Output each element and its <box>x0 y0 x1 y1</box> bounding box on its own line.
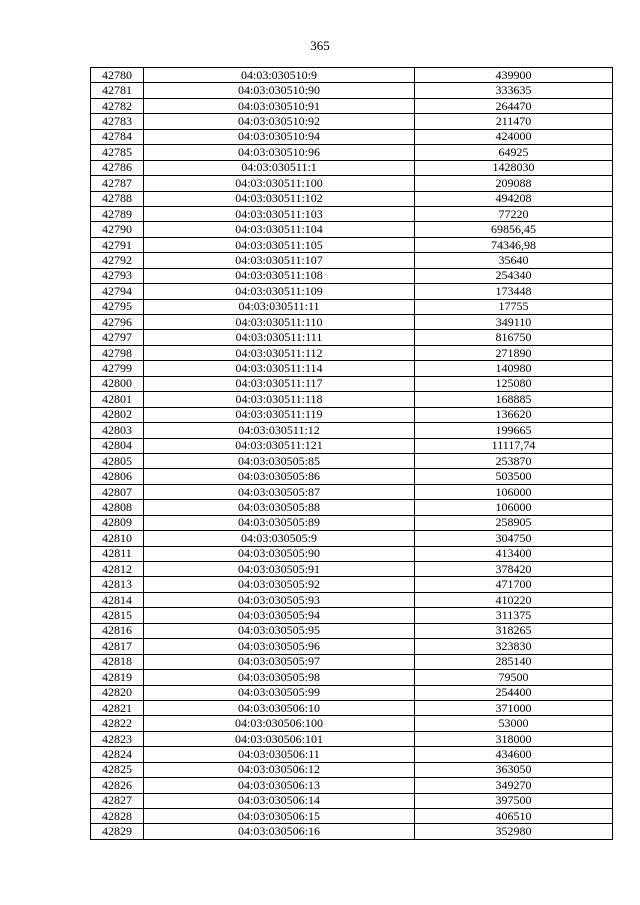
row-number-cell: 42825 <box>91 762 144 777</box>
table-row <box>91 191 613 206</box>
cadastral-number-cell: 04:03:030505:90 <box>144 546 415 561</box>
cadastral-number-cell: 04:03:030511:103 <box>144 206 415 221</box>
row-number-cell: 42797 <box>91 330 144 345</box>
cadastral-value-cell: 1428030 <box>415 160 613 175</box>
cadastral-value-cell: 106000 <box>415 484 613 499</box>
row-number-cell: 42821 <box>91 700 144 715</box>
cadastral-value-cell: 209088 <box>415 176 613 191</box>
table-row <box>91 500 613 515</box>
cadastral-number-cell: 04:03:030511:121 <box>144 438 415 453</box>
cadastral-value-cell: 363050 <box>415 762 613 777</box>
cadastral-number-cell: 04:03:030506:12 <box>144 762 415 777</box>
table-row <box>91 438 613 453</box>
cadastral-number-cell: 04:03:030511:112 <box>144 345 415 360</box>
cadastral-value-cell: 285140 <box>415 654 613 669</box>
cadastral-number-cell: 04:03:030506:101 <box>144 731 415 746</box>
cadastral-value-cell: 371000 <box>415 700 613 715</box>
cadastral-value-cell: 64925 <box>415 145 613 160</box>
cadastral-number-cell: 04:03:030505:88 <box>144 500 415 515</box>
table-row <box>91 68 613 83</box>
cadastral-value-cell: 168885 <box>415 392 613 407</box>
cadastral-number-cell: 04:03:030505:92 <box>144 577 415 592</box>
cadastral-number-cell: 04:03:030505:97 <box>144 654 415 669</box>
cadastral-number-cell: 04:03:030511:109 <box>144 284 415 299</box>
table-row <box>91 98 613 113</box>
cadastral-value-table <box>90 67 613 840</box>
cadastral-number-cell: 04:03:030505:94 <box>144 608 415 623</box>
cadastral-value-cell: 53000 <box>415 716 613 731</box>
row-number-cell: 42826 <box>91 778 144 793</box>
cadastral-value-cell: 311375 <box>415 608 613 623</box>
table-row <box>91 206 613 221</box>
cadastral-value-cell: 79500 <box>415 670 613 685</box>
row-number-cell: 42809 <box>91 515 144 530</box>
cadastral-number-cell: 04:03:030511:104 <box>144 222 415 237</box>
table-row <box>91 453 613 468</box>
page-number: 365 <box>310 38 330 53</box>
cadastral-value-cell: 378420 <box>415 562 613 577</box>
cadastral-value-cell: 258905 <box>415 515 613 530</box>
cadastral-value-cell: 352980 <box>415 824 613 839</box>
cadastral-value-cell: 254400 <box>415 685 613 700</box>
table-row <box>91 592 613 607</box>
table-row <box>91 793 613 808</box>
cadastral-number-cell: 04:03:030510:9 <box>144 68 415 83</box>
row-number-cell: 42827 <box>91 793 144 808</box>
table-row <box>91 562 613 577</box>
table-row <box>91 129 613 144</box>
table-row <box>91 608 613 623</box>
table-row <box>91 160 613 175</box>
cadastral-value-cell: 17755 <box>415 299 613 314</box>
cadastral-number-cell: 04:03:030511:111 <box>144 330 415 345</box>
row-number-cell: 42796 <box>91 315 144 330</box>
table-row <box>91 299 613 314</box>
row-number-cell: 42818 <box>91 654 144 669</box>
cadastral-number-cell: 04:03:030511:117 <box>144 376 415 391</box>
row-number-cell: 42791 <box>91 237 144 252</box>
row-number-cell: 42788 <box>91 191 144 206</box>
table-row <box>91 700 613 715</box>
table-row <box>91 577 613 592</box>
table-row <box>91 237 613 252</box>
cadastral-value-cell: 304750 <box>415 531 613 546</box>
row-number-cell: 42804 <box>91 438 144 453</box>
row-number-cell: 42807 <box>91 484 144 499</box>
row-number-cell: 42798 <box>91 345 144 360</box>
table-row <box>91 731 613 746</box>
cadastral-value-cell: 503500 <box>415 469 613 484</box>
row-number-cell: 42785 <box>91 145 144 160</box>
row-number-cell: 42794 <box>91 284 144 299</box>
row-number-cell: 42800 <box>91 376 144 391</box>
cadastral-number-cell: 04:03:030506:11 <box>144 747 415 762</box>
cadastral-number-cell: 04:03:030511:100 <box>144 176 415 191</box>
cadastral-value-cell: 397500 <box>415 793 613 808</box>
row-number-cell: 42812 <box>91 562 144 577</box>
cadastral-number-cell: 04:03:030511:102 <box>144 191 415 206</box>
row-number-cell: 42803 <box>91 423 144 438</box>
cadastral-number-cell: 04:03:030505:86 <box>144 469 415 484</box>
cadastral-number-cell: 04:03:030511:118 <box>144 392 415 407</box>
row-number-cell: 42811 <box>91 546 144 561</box>
table-row <box>91 284 613 299</box>
cadastral-number-cell: 04:03:030511:119 <box>144 407 415 422</box>
cadastral-value-cell: 211470 <box>415 114 613 129</box>
row-number-cell: 42799 <box>91 361 144 376</box>
cadastral-value-cell: 318000 <box>415 731 613 746</box>
cadastral-value-cell: 816750 <box>415 330 613 345</box>
cadastral-number-cell: 04:03:030510:96 <box>144 145 415 160</box>
row-number-cell: 42822 <box>91 716 144 731</box>
cadastral-number-cell: 04:03:030505:89 <box>144 515 415 530</box>
table-row <box>91 114 613 129</box>
cadastral-value-cell: 333635 <box>415 83 613 98</box>
table-row <box>91 747 613 762</box>
row-number-cell: 42790 <box>91 222 144 237</box>
row-number-cell: 42820 <box>91 685 144 700</box>
row-number-cell: 42801 <box>91 392 144 407</box>
row-number-cell: 42816 <box>91 623 144 638</box>
cadastral-number-cell: 04:03:030505:91 <box>144 562 415 577</box>
table-row <box>91 253 613 268</box>
row-number-cell: 42784 <box>91 129 144 144</box>
cadastral-value-cell: 35640 <box>415 253 613 268</box>
cadastral-number-cell: 04:03:030505:95 <box>144 623 415 638</box>
row-number-cell: 42823 <box>91 731 144 746</box>
cadastral-value-cell: 494208 <box>415 191 613 206</box>
row-number-cell: 42815 <box>91 608 144 623</box>
row-number-cell: 42789 <box>91 206 144 221</box>
cadastral-value-cell: 413400 <box>415 546 613 561</box>
row-number-cell: 42786 <box>91 160 144 175</box>
row-number-cell: 42802 <box>91 407 144 422</box>
cadastral-value-cell: 349110 <box>415 315 613 330</box>
cadastral-value-cell: 173448 <box>415 284 613 299</box>
cadastral-number-cell: 04:03:030506:14 <box>144 793 415 808</box>
table-row <box>91 685 613 700</box>
cadastral-number-cell: 04:03:030510:94 <box>144 129 415 144</box>
table-row <box>91 809 613 824</box>
cadastral-number-cell: 04:03:030510:91 <box>144 98 415 113</box>
row-number-cell: 42828 <box>91 809 144 824</box>
cadastral-number-cell: 04:03:030510:92 <box>144 114 415 129</box>
row-number-cell: 42795 <box>91 299 144 314</box>
table-row <box>91 361 613 376</box>
cadastral-value-cell: 264470 <box>415 98 613 113</box>
cadastral-number-cell: 04:03:030511:105 <box>144 237 415 252</box>
table-row <box>91 222 613 237</box>
table-row <box>91 469 613 484</box>
table-row <box>91 376 613 391</box>
cadastral-number-cell: 04:03:030511:1 <box>144 160 415 175</box>
cadastral-value-cell: 199665 <box>415 423 613 438</box>
cadastral-value-cell: 136620 <box>415 407 613 422</box>
cadastral-number-cell: 04:03:030506:10 <box>144 700 415 715</box>
cadastral-number-cell: 04:03:030511:107 <box>144 253 415 268</box>
cadastral-value-cell: 140980 <box>415 361 613 376</box>
cadastral-value-cell: 471700 <box>415 577 613 592</box>
table-row <box>91 315 613 330</box>
row-number-cell: 42814 <box>91 592 144 607</box>
cadastral-value-cell: 439900 <box>415 68 613 83</box>
table-row <box>91 670 613 685</box>
row-number-cell: 42806 <box>91 469 144 484</box>
cadastral-number-cell: 04:03:030505:98 <box>144 670 415 685</box>
row-number-cell: 42819 <box>91 670 144 685</box>
row-number-cell: 42793 <box>91 268 144 283</box>
table-row <box>91 654 613 669</box>
cadastral-number-cell: 04:03:030506:100 <box>144 716 415 731</box>
row-number-cell: 42824 <box>91 747 144 762</box>
table-row <box>91 345 613 360</box>
cadastral-value-cell: 271890 <box>415 345 613 360</box>
cadastral-value-cell: 11117,74 <box>415 438 613 453</box>
row-number-cell: 42792 <box>91 253 144 268</box>
cadastral-value-cell: 434600 <box>415 747 613 762</box>
cadastral-number-cell: 04:03:030506:16 <box>144 824 415 839</box>
row-number-cell: 42813 <box>91 577 144 592</box>
table-row <box>91 176 613 191</box>
cadastral-number-cell: 04:03:030505:96 <box>144 639 415 654</box>
cadastral-value-cell: 406510 <box>415 809 613 824</box>
table-row <box>91 716 613 731</box>
table-row <box>91 83 613 98</box>
row-number-cell: 42817 <box>91 639 144 654</box>
cadastral-number-cell: 04:03:030511:114 <box>144 361 415 376</box>
cadastral-number-cell: 04:03:030506:13 <box>144 778 415 793</box>
cadastral-value-cell: 77220 <box>415 206 613 221</box>
cadastral-number-cell: 04:03:030505:85 <box>144 453 415 468</box>
table-row <box>91 145 613 160</box>
table-body <box>91 68 613 840</box>
cadastral-number-cell: 04:03:030505:93 <box>144 592 415 607</box>
cadastral-value-cell: 318265 <box>415 623 613 638</box>
cadastral-value-cell: 253870 <box>415 453 613 468</box>
table-row <box>91 531 613 546</box>
row-number-cell: 42781 <box>91 83 144 98</box>
table-row <box>91 762 613 777</box>
cadastral-number-cell: 04:03:030510:90 <box>144 83 415 98</box>
cadastral-number-cell: 04:03:030511:108 <box>144 268 415 283</box>
table-row <box>91 546 613 561</box>
table-row <box>91 778 613 793</box>
cadastral-value-cell: 125080 <box>415 376 613 391</box>
row-number-cell: 42808 <box>91 500 144 515</box>
row-number-cell: 42782 <box>91 98 144 113</box>
cadastral-value-cell: 323830 <box>415 639 613 654</box>
cadastral-number-cell: 04:03:030511:11 <box>144 299 415 314</box>
cadastral-value-cell: 424000 <box>415 129 613 144</box>
cadastral-number-cell: 04:03:030505:87 <box>144 484 415 499</box>
cadastral-value-cell: 349270 <box>415 778 613 793</box>
row-number-cell: 42783 <box>91 114 144 129</box>
cadastral-number-cell: 04:03:030505:9 <box>144 531 415 546</box>
row-number-cell: 42810 <box>91 531 144 546</box>
cadastral-number-cell: 04:03:030505:99 <box>144 685 415 700</box>
cadastral-number-cell: 04:03:030511:12 <box>144 423 415 438</box>
row-number-cell: 42780 <box>91 68 144 83</box>
table-row <box>91 407 613 422</box>
cadastral-value-cell: 106000 <box>415 500 613 515</box>
table-row <box>91 824 613 839</box>
table-row <box>91 330 613 345</box>
row-number-cell: 42805 <box>91 453 144 468</box>
table-row <box>91 623 613 638</box>
cadastral-value-cell: 254340 <box>415 268 613 283</box>
cadastral-number-cell: 04:03:030506:15 <box>144 809 415 824</box>
cadastral-value-cell: 410220 <box>415 592 613 607</box>
row-number-cell: 42829 <box>91 824 144 839</box>
table-row <box>91 268 613 283</box>
table-row <box>91 484 613 499</box>
cadastral-value-cell: 74346,98 <box>415 237 613 252</box>
table-row <box>91 392 613 407</box>
table-row <box>91 515 613 530</box>
row-number-cell: 42787 <box>91 176 144 191</box>
cadastral-value-cell: 69856,45 <box>415 222 613 237</box>
table-row <box>91 423 613 438</box>
cadastral-number-cell: 04:03:030511:110 <box>144 315 415 330</box>
table-row <box>91 639 613 654</box>
